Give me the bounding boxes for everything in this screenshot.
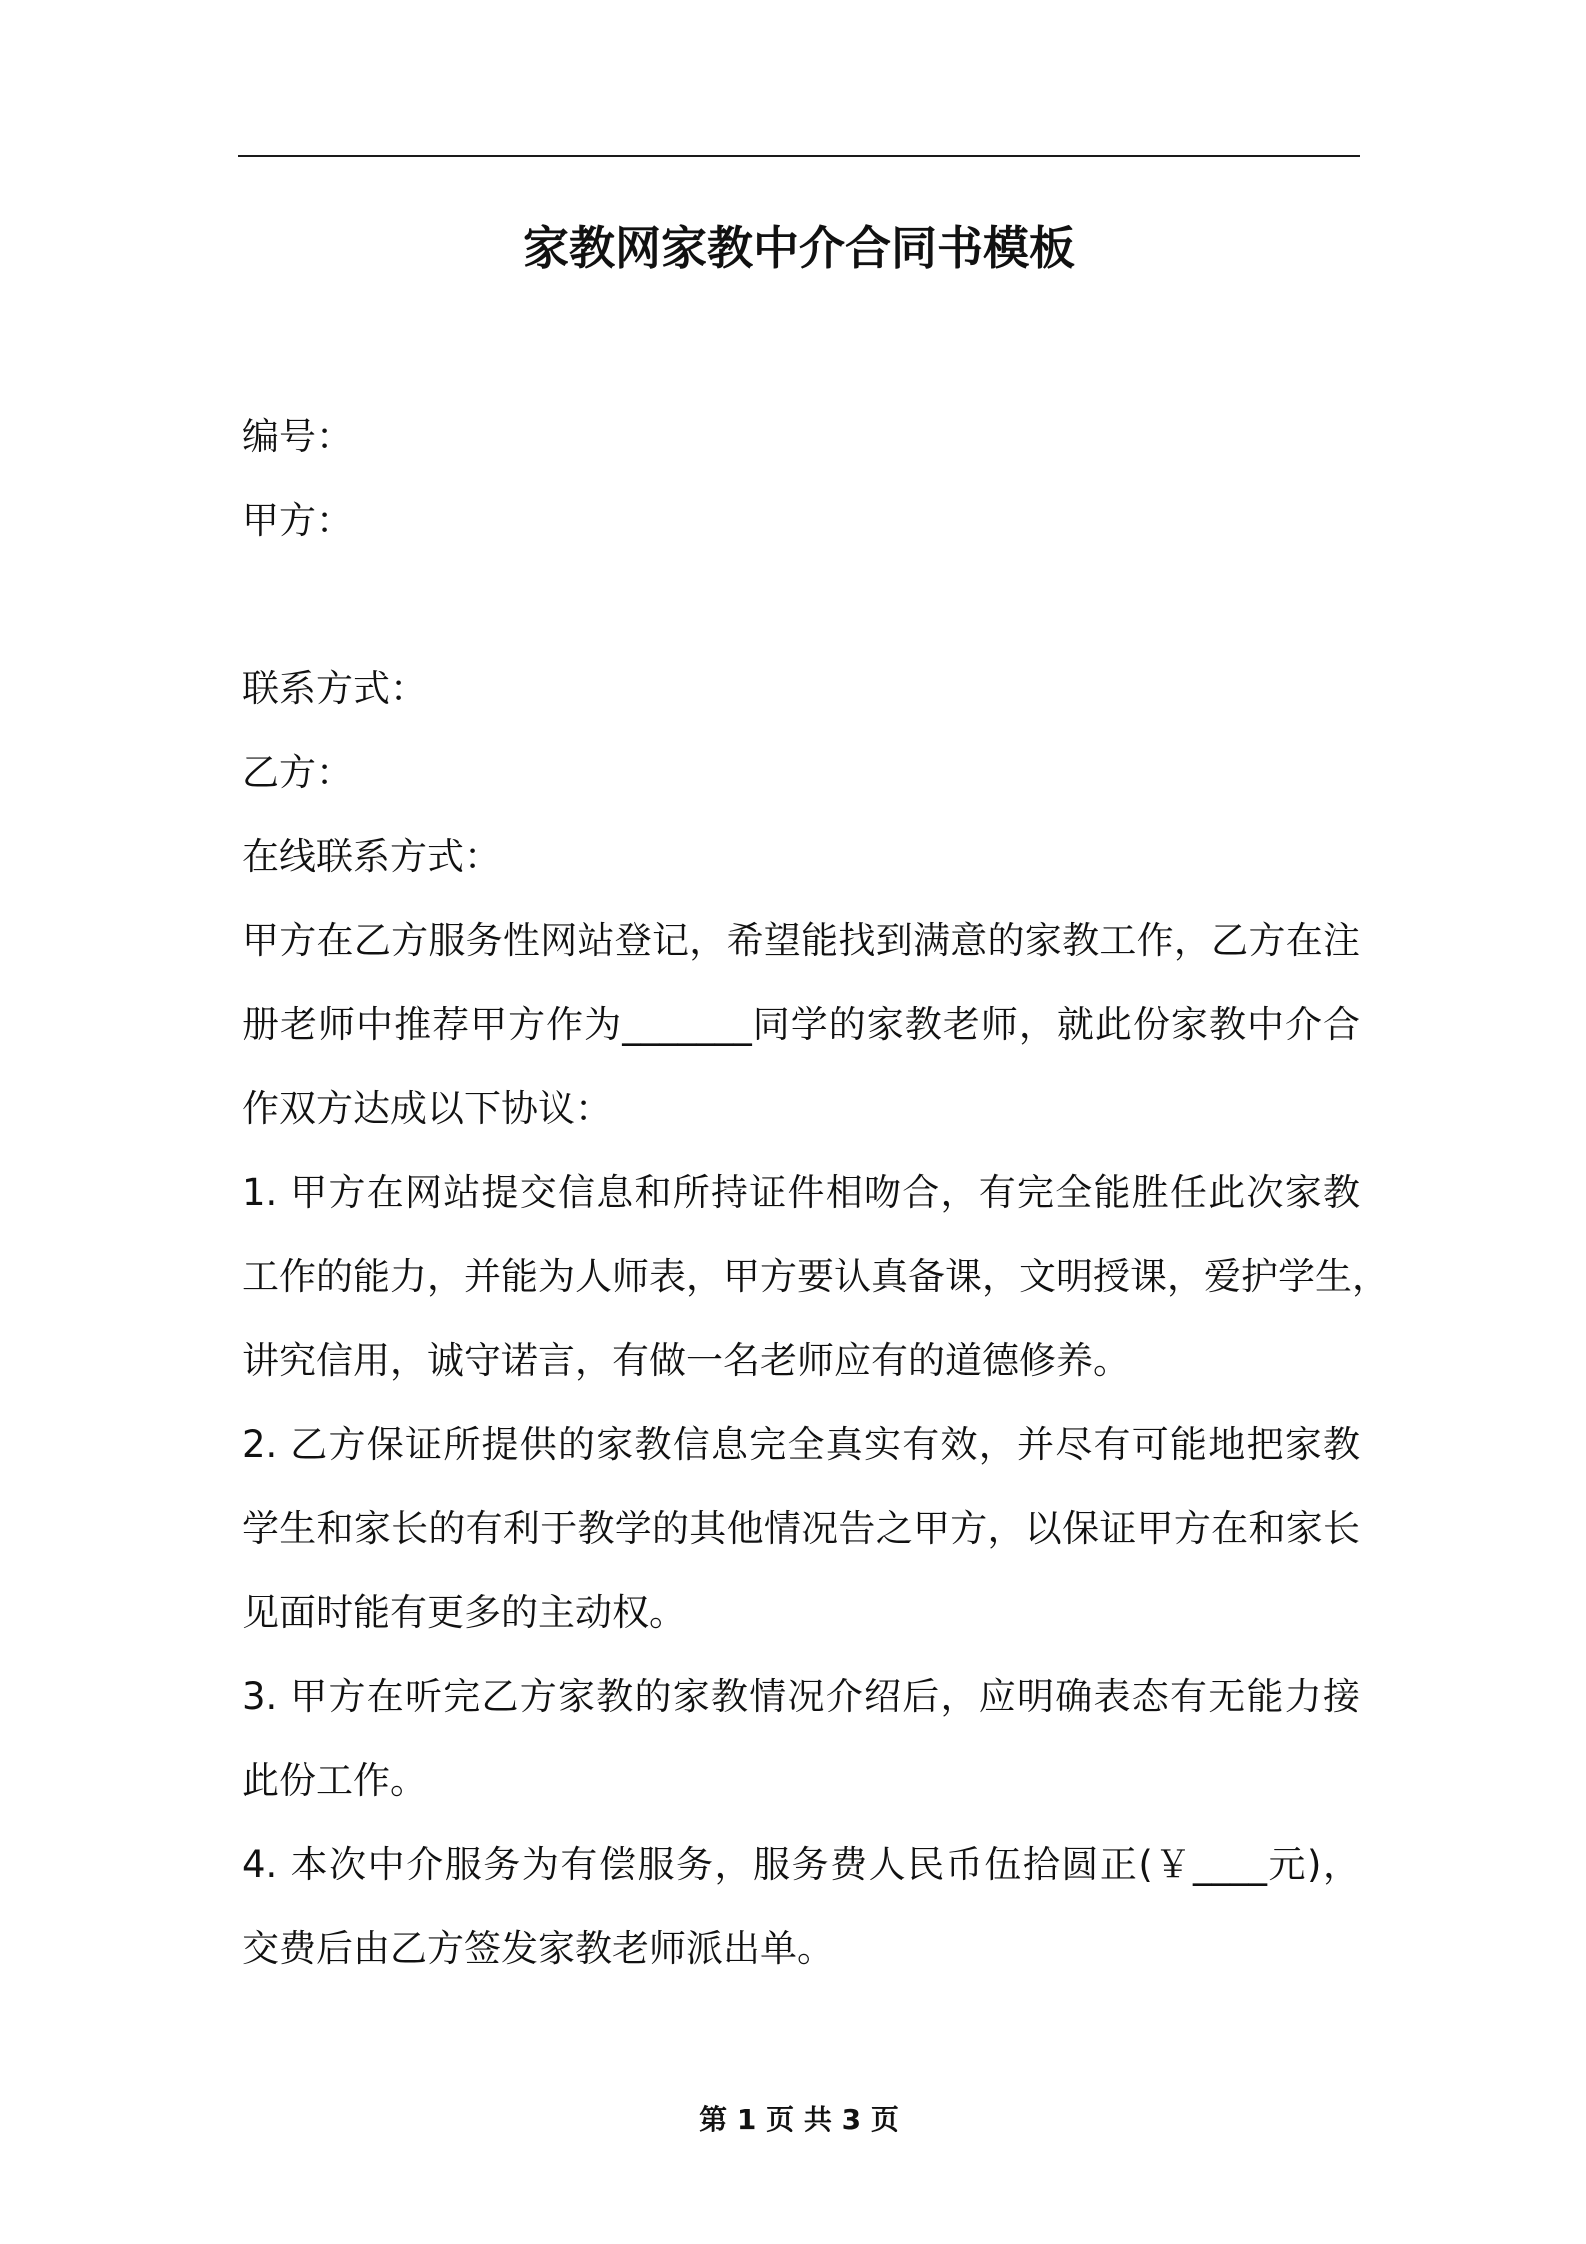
clause-line: 3. 甲方在听完乙方家教的家教情况介绍后，应明确表态有无能力接 xyxy=(242,1675,1360,1718)
clause-line: 讲究信用，诚守诺言，有做一名老师应有的道德修养。 xyxy=(242,1339,1130,1382)
page-number-footer: 第 1 页 共 3 页 xyxy=(699,2103,899,2136)
clause-line: 4. 本次中介服务为有偿服务，服务费人民币伍拾圆正(￥____元)， xyxy=(242,1843,1360,1886)
header-rule xyxy=(238,155,1360,157)
document-title: 家教网家教中介合同书模板 xyxy=(523,221,1075,275)
field-contact-label: 联系方式： xyxy=(242,667,427,710)
clause-line: 学生和家长的有利于教学的其他情况告之甲方，以保证甲方在和家长 xyxy=(242,1507,1360,1550)
field-party-b-label: 乙方： xyxy=(242,751,353,794)
document-body xyxy=(242,395,1389,1991)
blank-line xyxy=(242,563,1360,647)
clause-line: 工作的能力，并能为人师表，甲方要认真备课，文明授课，爱护学生， xyxy=(242,1255,1389,1298)
clause-line: 此份工作。 xyxy=(242,1759,427,1802)
intro-paragraph xyxy=(242,899,1360,1151)
intro-line: 甲方在乙方服务性网站登记，希望能找到满意的家教工作，乙方在注 xyxy=(242,919,1360,962)
intro-line: 册老师中推荐甲方作为_______同学的家教老师，就此份家教中介合 xyxy=(242,1003,1360,1046)
clause-4 xyxy=(242,1823,1360,1991)
field-party-a-label: 甲方： xyxy=(242,499,353,542)
clause-line: 2. 乙方保证所提供的家教信息完全真实有效，并尽有可能地把家教 xyxy=(242,1423,1360,1466)
clause-line: 见面时能有更多的主动权。 xyxy=(242,1591,686,1634)
clause-1 xyxy=(242,1151,1389,1403)
clause-3 xyxy=(242,1655,1360,1823)
clause-2 xyxy=(242,1403,1360,1655)
field-number-label: 编号： xyxy=(242,415,353,458)
field-online-contact-label: 在线联系方式： xyxy=(242,835,501,878)
intro-line: 作双方达成以下协议： xyxy=(242,1087,612,1130)
clause-line: 1. 甲方在网站提交信息和所持证件相吻合，有完全能胜任此次家教 xyxy=(242,1171,1360,1214)
clause-line: 交费后由乙方签发家教老师派出单。 xyxy=(242,1927,834,1970)
